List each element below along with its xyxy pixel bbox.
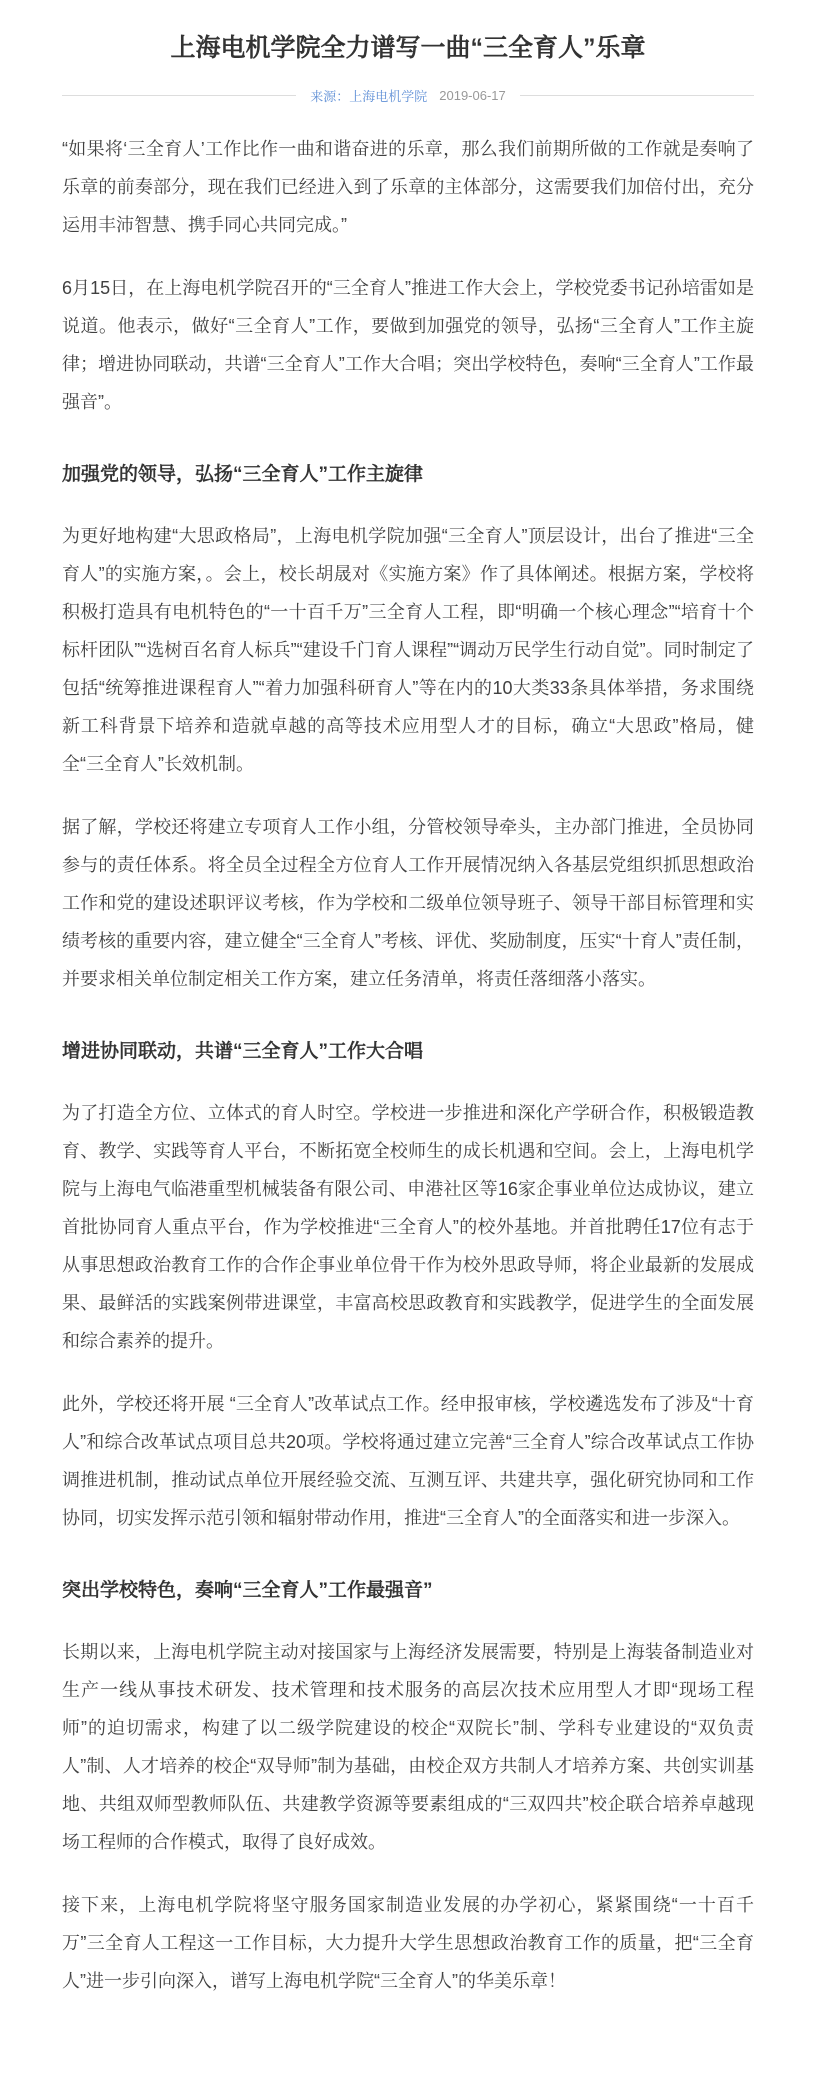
section-heading-school-features: 突出学校特色，奏响“三全育人”工作最强音” (62, 1579, 433, 1601)
divider-line-left (62, 95, 296, 96)
article-date: 2019-06-17 (439, 87, 506, 103)
paragraph-engineer-training-model: 长期以来，上海电机学院主动对接国家与上海经济发展需要，特别是上海装备制造业对生产一线从事技术研发、技术管理和技术服务的高层次技术应用型人才即“现场工程师”的迫切需求，构建了以二级学院建设的校企“双院长”制、学科专业建设的“双负责人”制、人才培养的校企“双导师”制为基础，由校企双方共制人才培养方案、共创实训基地、共组双师型教师队伍、共建教学资源等要素组成的“三双四共”校企联合培养卓越现场工程师的合作模式，取得了良好成效。 (62, 1641, 754, 1852)
divider-line-right (520, 95, 754, 96)
paragraph-top-level-design: 为更好地构建“大思政格局”，上海电机学院加强“三全育人”顶层设计，出台了推进“三全育人”的实施方案，。会上，校长胡晟对《实施方案》作了具体阐述。根据方案，学校将积极打造具有电机特色的“一十百千万”三全育人工程，即“明确一个核心理念”“培育十个标杆团队”“选树百名育人标兵”“建设千门育人课程”“调动万民学生行动自觉”。同时制定了包括“统筹推进课程育人”“着力加强科研育人”等在内的10大类33条具体举措，务求围绕新工科背景下培养和造就卓越的高等技术应用型人才的目标，确立“大思政”格局，健全“三全育人”长效机制。 (62, 525, 754, 774)
paragraph-meeting-summary: 6月15日，在上海电机学院召开的“三全育人”推进工作大会上，学校党委书记孙培雷如是说道。他表示，做好“三全育人”工作，要做到加强党的领导，弘扬“三全育人”工作主旋律；增进协同联动，共谱“三全育人”工作大合唱；突出学校特色，奏响“三全育人”工作最强音”。 (62, 277, 754, 412)
source-link[interactable]: 来源：上海电机学院 (310, 88, 428, 104)
article-body (62, 130, 754, 2000)
paragraph-reform-pilot: 此外，学校还将开展 “三全育人”改革试点工作。经申报审核，学校遴选发布了涉及“十育人”和综合改革试点项目总共20项。学校将通过建立完善“三全育人”综合改革试点工作协调推进机制，推动试点单位开展经验交流、互测互评、共建共享，强化研究协同和工作协同，切实发挥示范引领和辐射带动作用，推进“三全育人”的全面落实和进一步深入。 (62, 1393, 754, 1528)
article-meta (62, 86, 754, 105)
paragraph-quote-intro: “如果将‘三全育人’工作比作一曲和谐奋进的乐章，那么我们前期所做的工作就是奏响了乐章的前奏部分，现在我们已经进入到了乐章的主体部分，这需要我们加倍付出，充分运用丰沛智慧、携手同心共同完成。” (62, 138, 754, 235)
paragraph-platform-cooperation: 为了打造全方位、立体式的育人时空。学校进一步推进和深化产学研合作，积极锻造教育、教学、实践等育人平台，不断拓宽全校师生的成长机遇和空间。会上，上海电机学院与上海电气临港重型机械装备有限公司、申港社区等16家企事业单位达成协议，建立首批协同育人重点平台，作为学校推进“三全育人”的校外基地。并首批聘任17位有志于从事思想政治教育工作的合作企事业单位骨干作为校外思政导师，将企业最新的发展成果、最鲜活的实践案例带进课堂，丰富高校思政教育和实践教学，促进学生的全面发展和综合素养的提升。 (62, 1102, 754, 1351)
section-heading-collaboration: 增进协同联动，共谱“三全育人”工作大合唱 (62, 1040, 424, 1062)
article-container (0, 32, 816, 2085)
page-title: 上海电机学院全力谱写一曲“三全育人”乐章 (170, 34, 646, 62)
paragraph-closing-outlook: 接下来，上海电机学院将坚守服务国家制造业发展的办学初心，紧紧围绕“一十百千万”三全育人工程这一工作目标，大力提升大学生思想政治教育工作的质量，把“三全育人”进一步引向深入，谱写上海电机学院“三全育人”的华美乐章！ (62, 1894, 754, 1991)
paragraph-responsibility-system: 据了解，学校还将建立专项育人工作小组，分管校领导牵头，主办部门推进，全员协同参与的责任体系。将全员全过程全方位育人工作开展情况纳入各基层党组织抓思想政治工作和党的建设述职评议考核，作为学校和二级单位领导班子、领导干部目标管理和实绩考核的重要内容，建立健全“三全育人”考核、评优、奖励制度，压实“十育人”责任制，并要求相关单位制定相关工作方案，建立任务清单，将责任落细落小落实。 (62, 816, 754, 989)
section-heading-party-leadership: 加强党的领导，弘扬“三全育人”工作主旋律 (62, 463, 424, 485)
